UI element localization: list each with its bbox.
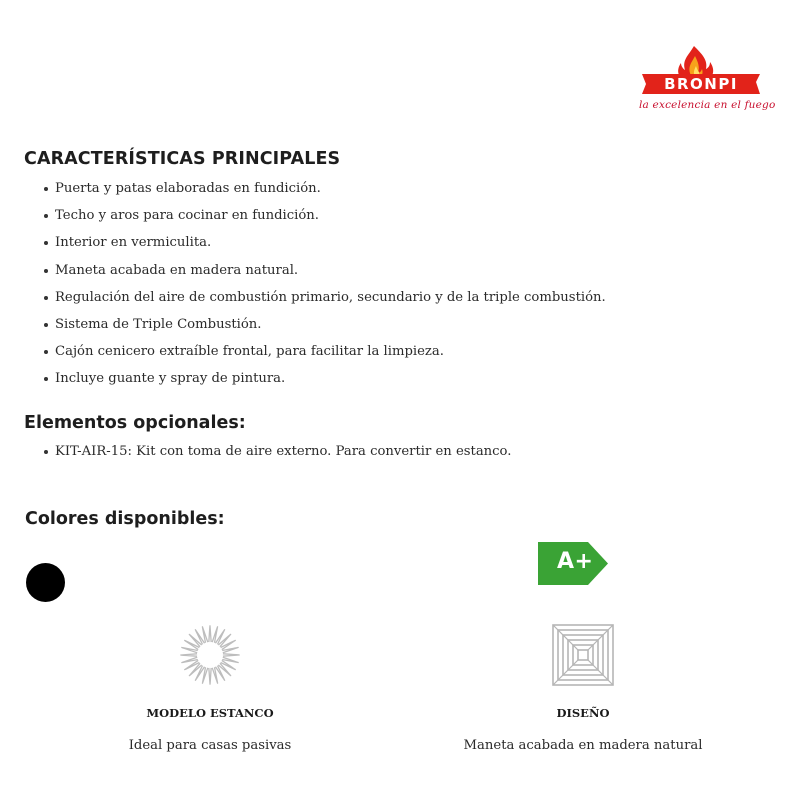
list-item: Maneta acabada en madera natural. [43, 257, 606, 284]
list-item: Interior en vermiculita. [43, 229, 606, 256]
feature-desc-estanco: Ideal para casas pasivas [128, 738, 292, 753]
feature-title-diseno: DISEÑO [556, 706, 610, 720]
optional-elements-list [43, 438, 511, 465]
optional-elements-title: Elementos opcionales: [24, 413, 246, 433]
list-item: Cajón cenicero extraíble frontal, para facilitar la limpieza. [43, 338, 606, 365]
list-item: Puerta y patas elaboradas en fundición. [43, 175, 606, 202]
list-item: Techo y aros para cocinar en fundición. [43, 202, 606, 229]
main-features-title: CARACTERÍSTICAS PRINCIPALES [24, 149, 341, 169]
brand-tagline: la excelencia en el fuego [639, 99, 776, 111]
energy-label-text: A+ [557, 549, 594, 574]
list-item: Regulación del aire de combustión primario, secundario y de la triple combustión. [43, 284, 606, 311]
feature-desc-diseno: Maneta acabada en madera natural [463, 738, 703, 753]
list-item: Sistema de Triple Combustión. [43, 311, 606, 338]
flame-icon [638, 44, 764, 104]
list-item: KIT-AIR-15: Kit con toma de aire externo. Para convertir en estanco. [43, 438, 511, 465]
list-item: Incluye guante y spray de pintura. [43, 365, 606, 392]
main-features-list [43, 175, 606, 393]
colors-title: Colores disponibles: [25, 509, 225, 529]
color-swatch-black[interactable] [26, 563, 65, 602]
feature-title-estanco: MODELO ESTANCO [146, 706, 274, 720]
logo-text: BRONPI [664, 75, 738, 93]
sun-burst-icon [179, 624, 241, 686]
concentric-squares-icon [552, 624, 614, 686]
